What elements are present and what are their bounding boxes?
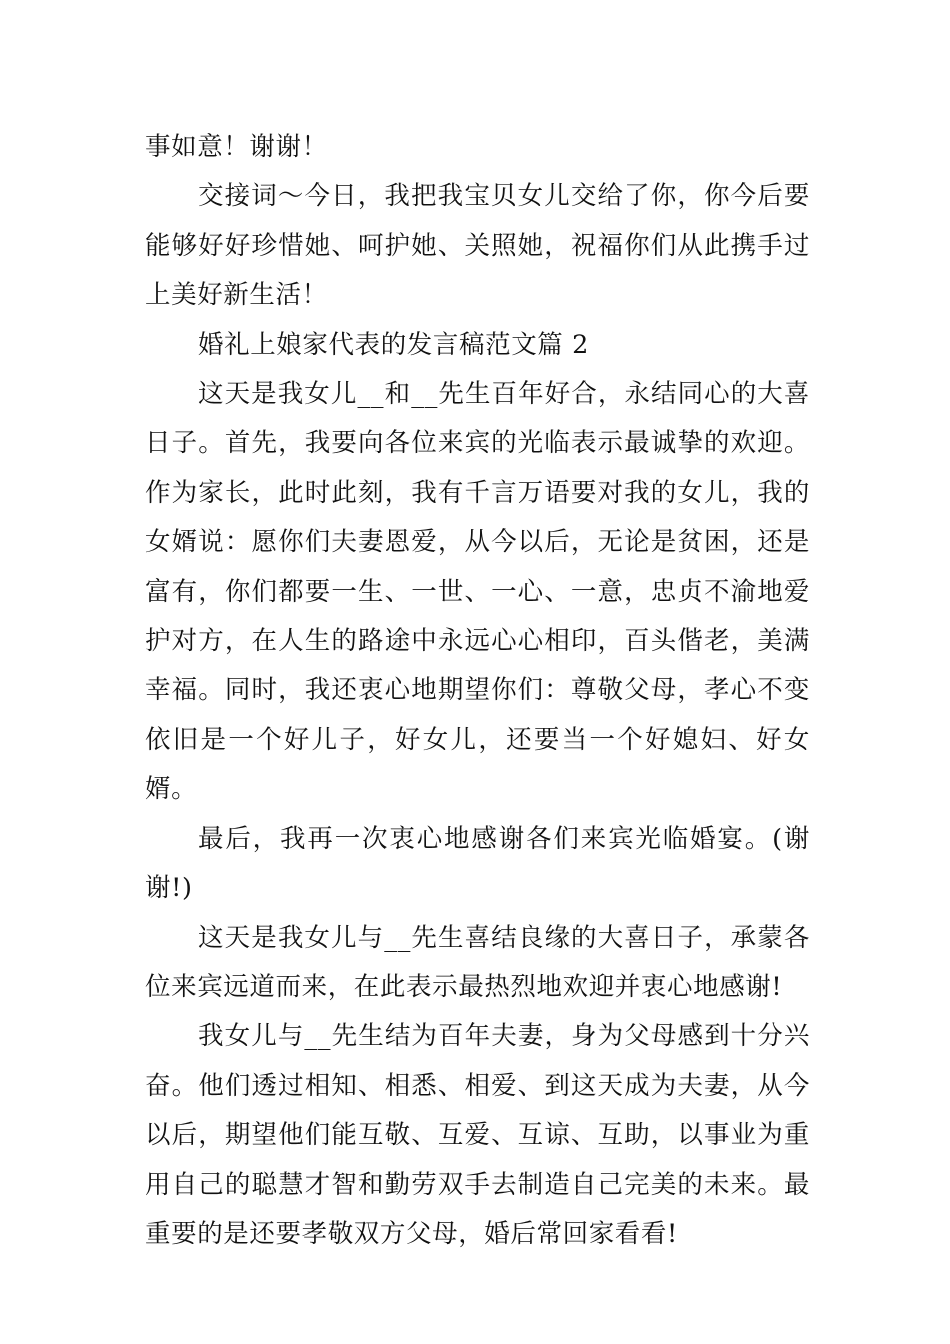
- paragraph-wishes-couple: 我女儿与__先生结为百年夫妻，身为父母感到十分兴奋。他们透过相知、相悉、相爱、到这天成为夫妻，从今以后，期望他们能互敬、互爱、互谅、互助，以事业为重用自己的聪慧才智和勤劳双手去制造自己完美的未来。最重要的是还要孝敬双方父母，婚后常回家看看!: [145, 1021, 810, 1249]
- section-heading: 婚礼上娘家代表的发言稿范文篇 2: [198, 329, 589, 360]
- paragraph-handover-words: 交接词～今日，我把我宝贝女儿交给了你，你今后要能够好好珍惜她、呵护她、关照她，祝福你们从此携手过上美好新生活！: [145, 181, 810, 311]
- document-body: [145, 123, 810, 1259]
- paragraph-speech-main: 这天是我女儿__和__先生百年好合，永结同心的大喜日子。首先，我要向各位来宾的光临表示最诚挚的欢迎。作为家长，此时此刻，我有千言万语要对我的女儿，我的女婿说：愿你们夫妻恩爱，从今以后，无论是贫困，还是富有，你们都要一生、一世、一心、一意，忠贞不渝地爱护对方，在人生的路途中永远心心相印，百头偕老，美满幸福。同时，我还衷心地期望你们：尊敬父母，孝心不变依旧是一个好儿子，好女儿，还要当一个好媳妇、好女婿。: [145, 379, 810, 805]
- paragraph-welcome-guests: 这天是我女儿与__先生喜结良缘的大喜日子，承蒙各位来宾远道而来，在此表示最热烈地欢迎并衷心地感谢!: [145, 922, 810, 1002]
- paragraph-speech-thanks: 最后，我再一次衷心地感谢各们来宾光临婚宴。(谢谢!): [145, 823, 810, 904]
- paragraph-closing-wishes: 事如意！谢谢！: [145, 132, 328, 162]
